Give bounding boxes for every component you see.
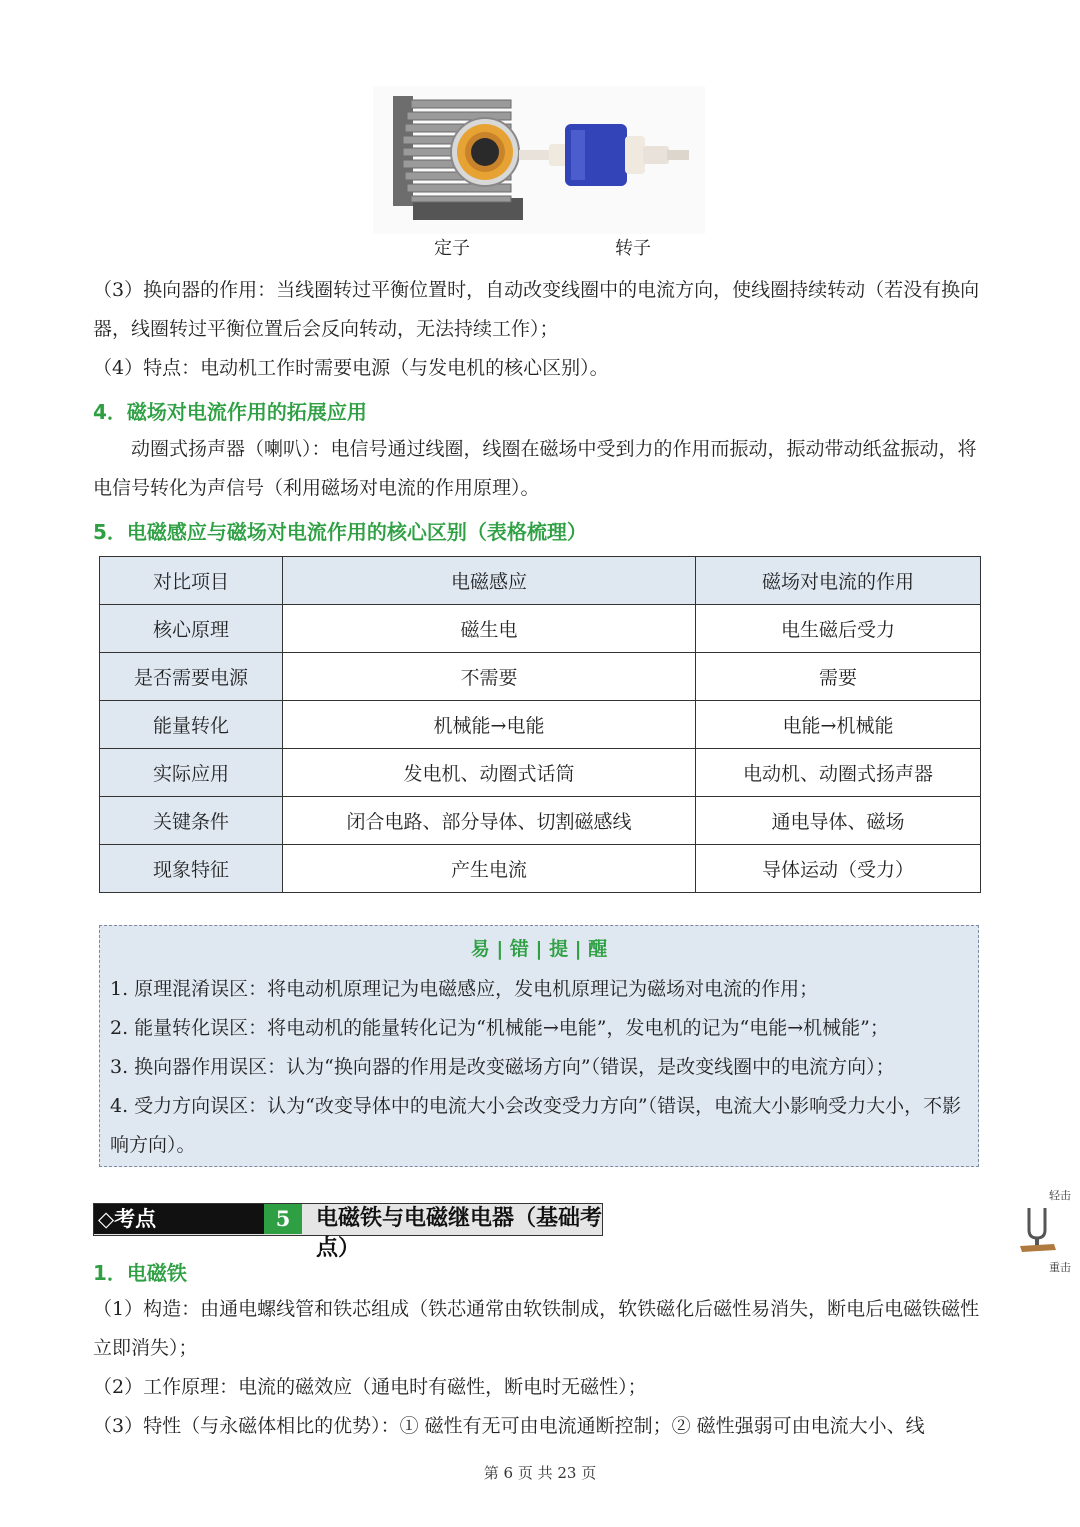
table-cell: 是否需要电源: [100, 653, 283, 701]
properties-paragraph: （3）特性（与永磁体相比的优势）：① 磁性有无可由电流通断控制；② 磁性强弱可由电流大小、线: [93, 1415, 925, 1437]
table-header-cell: 电磁感应: [283, 557, 696, 605]
side-top-label: 轻击: [1049, 1189, 1071, 1202]
section-title: 电磁铁与电磁继电器（基础考点）: [316, 1206, 603, 1261]
table-cell: 核心原理: [100, 605, 283, 653]
rotor-caption: 转子: [615, 238, 651, 259]
table-header-row: [100, 557, 981, 605]
side-bottom-label: 重击: [1049, 1261, 1071, 1274]
stator-image: [393, 96, 523, 220]
section-number: 5: [264, 1204, 302, 1234]
construction-paragraph: （1）构造：由通电螺线管和铁芯组成（铁芯通常由软铁制成，软铁磁化后磁性易消失，断电后电磁铁磁性立即消失）；: [93, 1298, 980, 1359]
table-header-cell: 磁场对电流的作用: [696, 557, 981, 605]
table-row: [100, 653, 981, 701]
table-cell: 能量转化: [100, 701, 283, 749]
table-cell: 通电导体、磁场: [696, 797, 981, 845]
mistake-item: 4. 受力方向误区：认为“改变导体中的电流大小会改变受力方向”（错误，电流大小影响受力大小，不影响方向）。: [110, 1095, 962, 1156]
electromagnet-heading: 1．电磁铁: [93, 1261, 187, 1285]
speaker-paragraph: 动圈式扬声器（喇叭）：电信号通过线圈，线圈在磁场中受到力的作用而振动，振动带动纸盆振动，将电信号转化为声信号（利用磁场对电流的作用原理）。: [93, 438, 977, 499]
feature-paragraph: （4）特点：电动机工作时需要电源（与发电机的核心区别）。: [93, 357, 609, 379]
table-cell: 电生磁后受力: [696, 605, 981, 653]
table-cell: 不需要: [283, 653, 696, 701]
table-cell: 需要: [696, 653, 981, 701]
section-heading-5: 5．电磁感应与磁场对电流作用的核心区别（表格梳理）: [93, 520, 587, 544]
mistake-item: 3. 换向器作用误区：认为“换向器的作用是改变磁场方向”（错误，是改变线圈中的电流方向）；: [110, 1056, 895, 1078]
section-banner: [93, 1203, 603, 1261]
table-row: [100, 605, 981, 653]
table-row: [100, 749, 981, 797]
mistake-item: 1. 原理混淆误区：将电动机原理记为电磁感应，发电机原理记为磁场对电流的作用；: [110, 978, 819, 1000]
mistakes-title: 易 | 错 | 提 | 醒: [470, 938, 608, 960]
page-footer: 第 6 页 共 23 页: [483, 1464, 597, 1482]
table-cell: 现象特征: [100, 845, 283, 893]
mistakes-list: [110, 970, 972, 1165]
table-row: [100, 701, 981, 749]
comparison-table: [99, 556, 981, 893]
rotor-image: [519, 124, 689, 186]
motor-illustration: [373, 86, 705, 234]
table-header-cell: 对比项目: [100, 557, 283, 605]
motor-figure: [373, 86, 705, 234]
section-tag: ◇考点: [94, 1204, 268, 1234]
table-cell: 发电机、动圈式话筒: [283, 749, 696, 797]
principle-paragraph: （2）工作原理：电流的磁效应（通电时有磁性，断电时无磁性）；: [93, 1376, 647, 1398]
table-cell: 产生电流: [283, 845, 696, 893]
table-cell: 闭合电路、部分导体、切割磁感线: [283, 797, 696, 845]
table-cell: 导体运动（受力）: [696, 845, 981, 893]
table-cell: 机械能→电能: [283, 701, 696, 749]
table-cell: 电动机、动圈式扬声器: [696, 749, 981, 797]
table-cell: 磁生电: [283, 605, 696, 653]
table-cell: 电能→机械能: [696, 701, 981, 749]
commutator-paragraph: （3）换向器的作用：当线圈转过平衡位置时，自动改变线圈中的电流方向，使线圈持续转动（若没有换向器，线圈转过平衡位置后会反向转动，无法持续工作）；: [93, 279, 980, 340]
tuning-fork-icon[interactable]: [1016, 1204, 1058, 1256]
section-heading-4: 4．磁场对电流作用的拓展应用: [93, 400, 367, 424]
table-cell: 关键条件: [100, 797, 283, 845]
stator-caption: 定子: [434, 238, 470, 259]
common-mistakes-box: [99, 925, 979, 1167]
table-row: [100, 845, 981, 893]
mistake-item: 2. 能量转化误区：将电动机的能量转化记为“机械能→电能”，发电机的记为“电能→机械能”；: [110, 1017, 889, 1039]
table-cell: 实际应用: [100, 749, 283, 797]
table-row: [100, 797, 981, 845]
